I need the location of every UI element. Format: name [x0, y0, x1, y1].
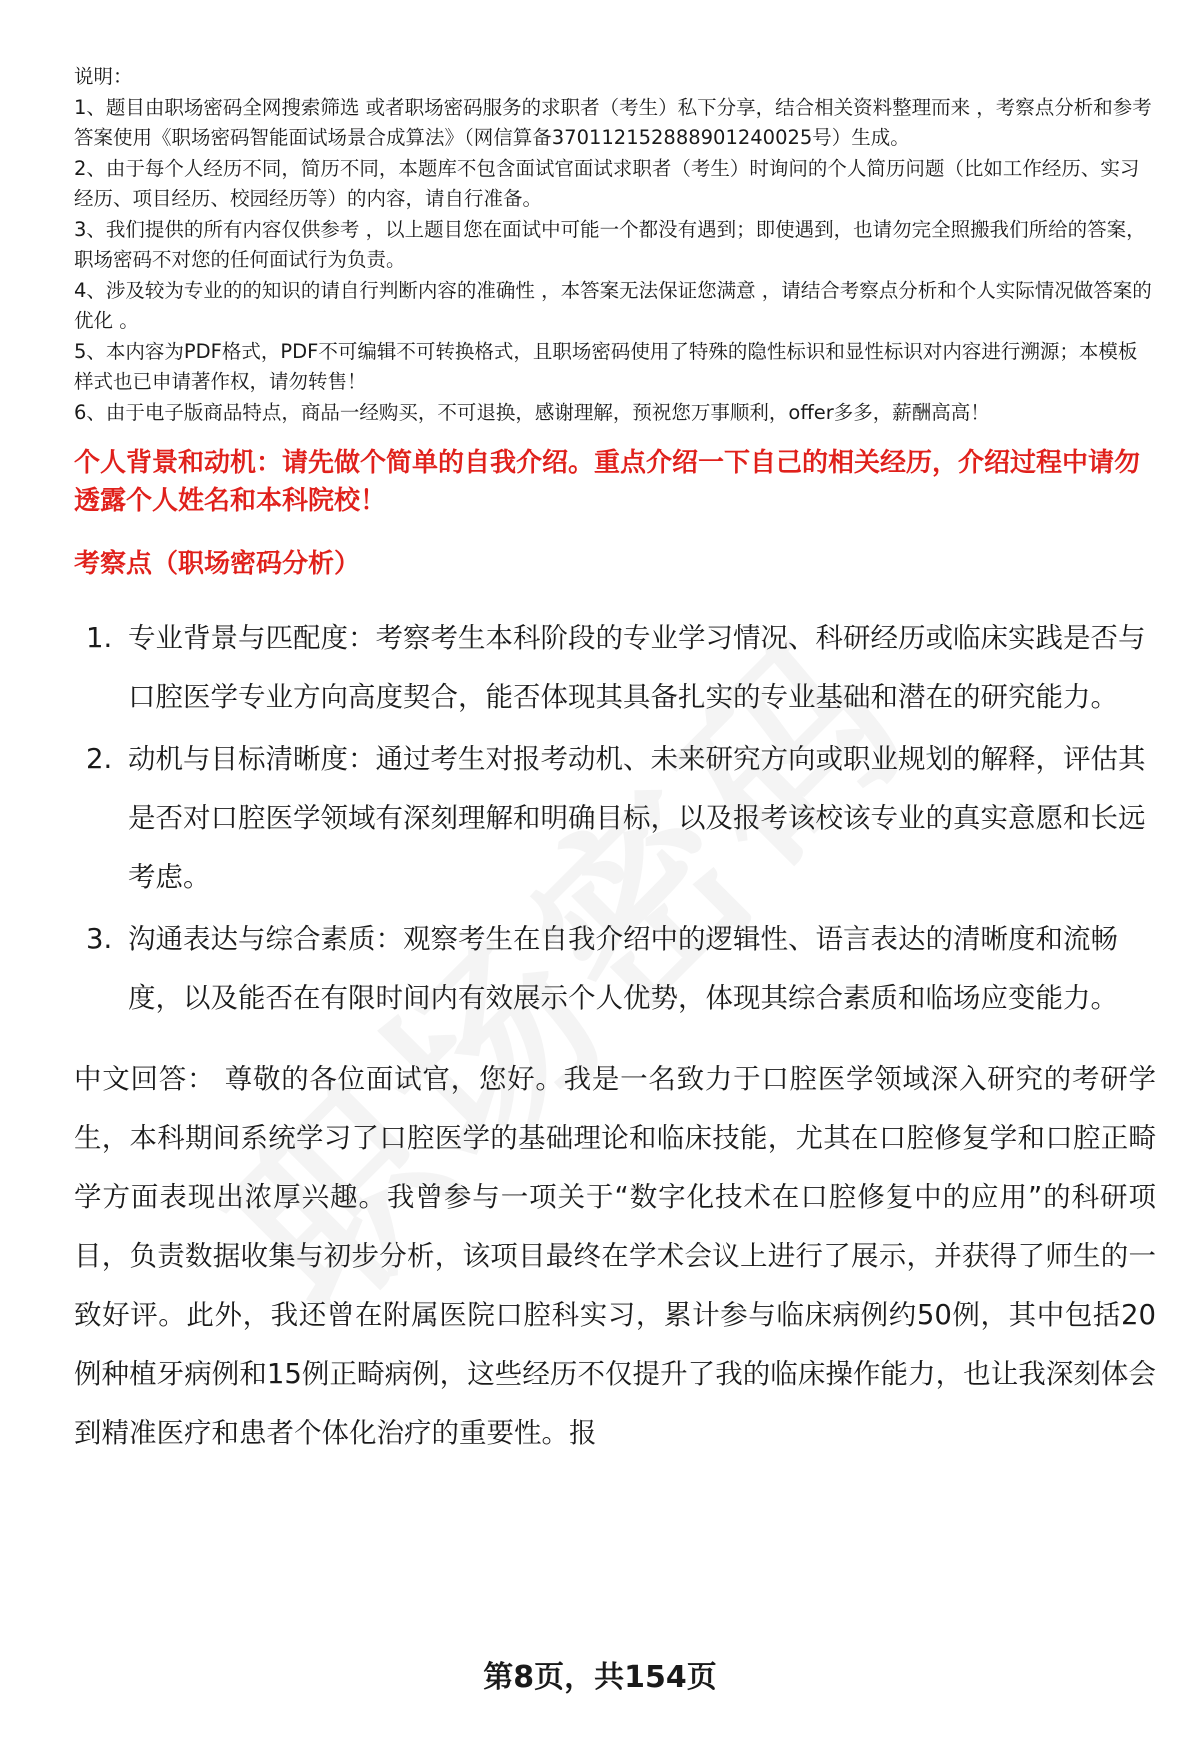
analysis-point [74, 609, 1156, 727]
notes-heading: 说明： [74, 65, 133, 88]
point-number: 1. [86, 622, 113, 654]
notes-item: 3、我们提供的所有内容仅供参考 ，以上题目您在面试中可能一个都没有遇到；即使遇到，也请勿完全照搬我们所给的答案，职场密码不对您的任何面试行为负责。 [74, 217, 1146, 271]
chinese-answer: 中文回答： 尊敬的各位面试官，您好。我是一名致力于口腔医学领域深入研究的考研学生，本科期间系统学习了口腔医学的基础理论和临床技能，尤其在口腔修复学和口腔正畸学方面表现出浓厚兴趣。我曾参与一项关于“数字化技术在口腔修复中的应用”的科研项目，负责数据收集与初步分析，该项目最终在学术会议上进行了展示，并获得了师生的一致好评。此外，我还曾在附属医院口腔科实习，累计参与临床病例约50例，其中包括20例种植牙病例和15例正畸病例，这些经历不仅提升了我的临床操作能力，也让我深刻体会到精准医疗和患者个体化治疗的重要性。报 [74, 1063, 1156, 1449]
analysis-points [74, 609, 1156, 1028]
analysis-title: 考察点（职场密码分析） [74, 549, 361, 579]
notes-item: 4、涉及较为专业的的知识的请自行判断内容的准确性 ，本答案无法保证您满意 ，请结合考察点分析和个人实际情况做答案的优化 。 [74, 278, 1152, 332]
point-number: 2. [86, 743, 113, 775]
point-text: 动机与目标清晰度：通过考生对报考动机、未来研究方向或职业规划的解释，评估其是否对口腔医学领域有深刻理解和明确目标，以及报考该校该专业的真实意愿和长远考虑。 [128, 743, 1146, 893]
notes-item: 1、题目由职场密码全网搜索筛选 或者职场密码服务的求职者（考生）私下分享，结合相关资料整理而来 ，考察点分析和参考答案使用《职场密码智能面试场景合成算法》（网信算备370112152888901240025号）生成。 [74, 95, 1152, 149]
page-footer: 第8页，共154页 [483, 1660, 717, 1695]
document-page [74, 62, 1156, 1463]
notes-item: 5、本内容为PDF格式，PDF不可编辑不可转换格式，且职场密码使用了特殊的隐性标识和显性标识对内容进行溯源；本模板样式也已申请著作权，请勿转售！ [74, 339, 1138, 393]
analysis-point [74, 910, 1156, 1028]
interview-question: 个人背景和动机：请先做个简单的自我介绍。重点介绍一下自己的相关经历，介绍过程中请勿透露个人姓名和本科院校！ [74, 448, 1141, 516]
point-text: 专业背景与匹配度：考察考生本科阶段的专业学习情况、科研经历或临床实践是否与口腔医学专业方向高度契合，能否体现其具备扎实的专业基础和潜在的研究能力。 [128, 622, 1146, 713]
notes-section [74, 62, 1156, 428]
notes-item: 2、由于每个人经历不同，简历不同，本题库不包含面试官面试求职者（考生）时询问的个人简历问题（比如工作经历、实习经历、项目经历、校园经历等）的内容，请自行准备。 [74, 156, 1140, 210]
analysis-point [74, 730, 1156, 907]
point-text: 沟通表达与综合素质：观察考生在自我介绍中的逻辑性、语言表达的清晰度和流畅度，以及能否在有限时间内有效展示个人优势，体现其综合素质和临场应变能力。 [128, 923, 1118, 1014]
notes-item: 6、由于电子版商品特点，商品一经购买，不可退换，感谢理解，预祝您万事顺利，offer多多，薪酬高高！ [74, 400, 990, 424]
point-number: 3. [86, 923, 113, 955]
